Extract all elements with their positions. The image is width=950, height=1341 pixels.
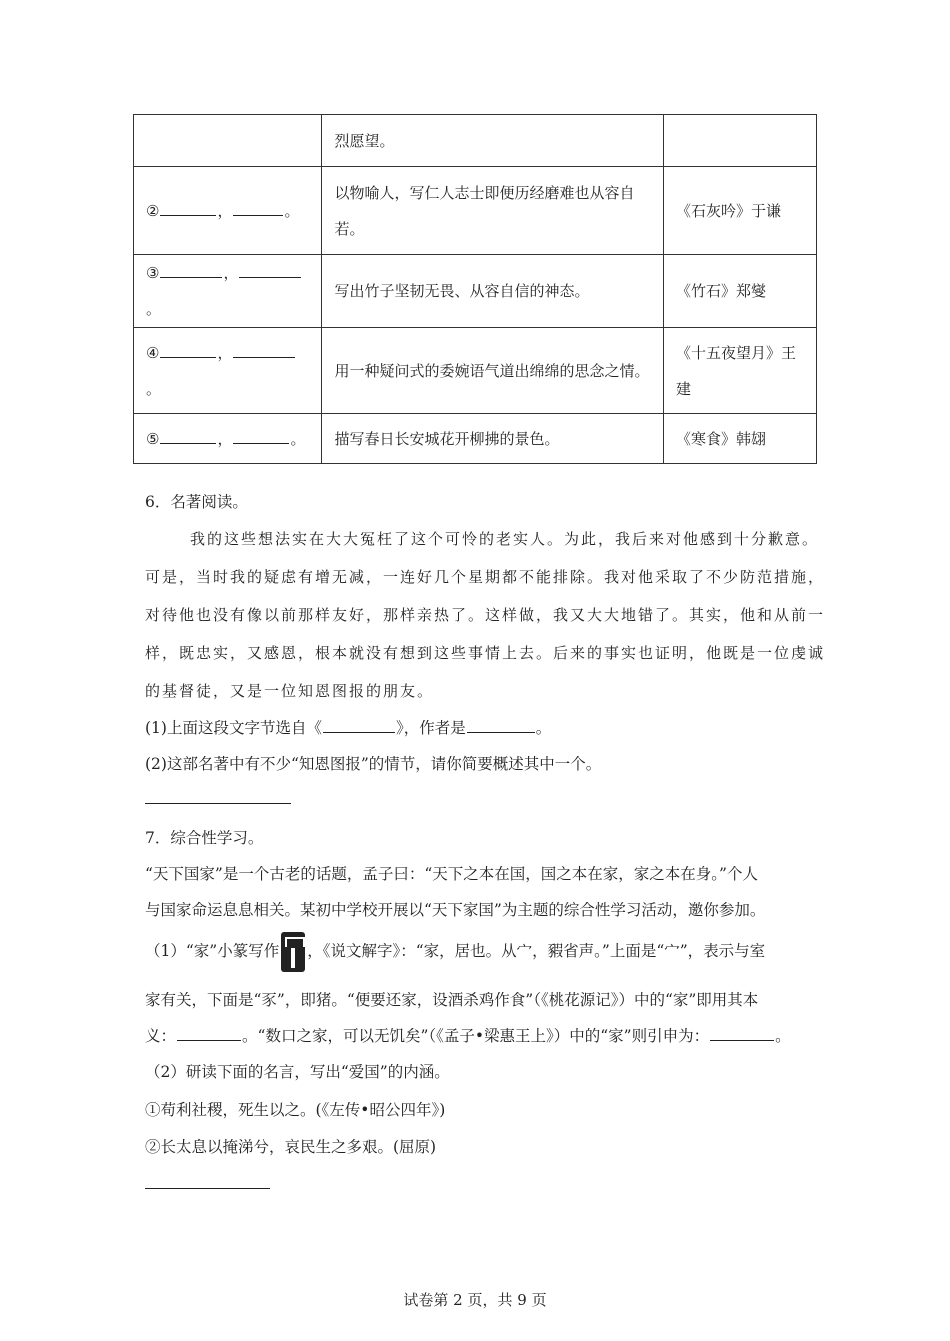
passage-line: 样，既忠实，又感恩，根本就没有想到这些事情上去。后来的事实也证明，他既是一位虔诚	[145, 644, 826, 662]
author-blank[interactable]	[467, 731, 535, 733]
passage-line: 对待他也没有像以前那样友好，那样亲热了。这样做，我又大大地错了。其实，他和从前一	[145, 606, 826, 624]
meaning-cell: 以物喻人，写仁人志士即便历经磨难也从容自若。	[322, 167, 664, 255]
answer-blank[interactable]	[160, 276, 222, 278]
table-row	[134, 255, 817, 328]
q6-sub1: (1)上面这段文字节选自《 》，作者是 。	[145, 719, 552, 737]
q7-title: 7．综合性学习。	[145, 829, 264, 847]
q7-part2: （2）研读下面的名言，写出“爱国”的内涵。	[145, 1063, 450, 1081]
fill-cell[interactable]: ③ ，。	[134, 255, 322, 328]
meaning-cell: 烈愿望。	[322, 115, 664, 167]
q6-title: 6．名著阅读。	[145, 493, 248, 511]
fill-cell[interactable]: ② ， 。	[134, 167, 322, 255]
q7-intro: “天下国家”是一个古老的话题，孟子曰：“天下之本在国，国之本在家，家之本在身。”个人	[145, 865, 758, 883]
q6-sub2: (2)这部名著中有不少“知恩图报”的情节，请你简要概述其中一个。	[145, 755, 602, 773]
meaning-cell: 描写春日长安城花开柳拂的景色。	[322, 414, 664, 464]
table-row	[134, 414, 817, 464]
table-row	[134, 167, 817, 255]
blank-cell	[134, 115, 322, 167]
meaning-cell: 写出竹子坚韧无畏、从容自信的神态。	[322, 255, 664, 328]
book-title-blank[interactable]	[323, 731, 395, 733]
answer-blank[interactable]	[160, 214, 216, 216]
source-cell: 《竹石》郑燮	[663, 255, 816, 328]
q7-answer-line[interactable]	[145, 1188, 270, 1189]
table-row	[134, 328, 817, 414]
source-cell: 《石灰吟》于谦	[663, 167, 816, 255]
answer-blank[interactable]	[160, 356, 216, 358]
meaning-cell: 用一种疑问式的委婉语气道出绵绵的思念之情。	[322, 328, 664, 414]
q6-answer-line[interactable]	[145, 803, 291, 804]
q7-part1: （1）“家”小篆写作 ，《说文解字》：“家，居也。从宀，豭省声。”上面是“宀”，表示与室	[145, 932, 765, 972]
quote-line: ①苟利社稷，死生以之。(《左传•昭公四年》)	[145, 1101, 446, 1119]
q7-part1-line: 家有关，下面是“豕”，即猪。“便要还家，设酒杀鸡作食”（《桃花源记》）中的“家”即用其本	[145, 991, 759, 1009]
table-row	[134, 115, 817, 167]
seal-script-jia-icon	[281, 932, 305, 972]
source-cell: 《十五夜望月》王建	[663, 328, 816, 414]
answer-blank[interactable]	[233, 214, 283, 216]
fill-cell[interactable]: ⑤ ， 。	[134, 414, 322, 464]
page-footer: 试卷第 2 页，共 9 页	[403, 1291, 547, 1309]
fill-cell[interactable]: ④ ，。	[134, 328, 322, 414]
poem-table	[133, 114, 817, 464]
passage-line: 可是，当时我的疑虑有增无减，一连好几个星期都不能排除。我对他采取了不少防范措施，	[145, 568, 826, 586]
q7-intro: 与国家命运息息相关。某初中学校开展以“天下家国”为主题的综合性学习活动，邀你参加。	[145, 901, 766, 919]
answer-blank[interactable]	[239, 276, 301, 278]
passage-line: 我的这些想法实在大大冤枉了这个可怜的老实人。为此，我后来对他感到十分歉意。	[190, 530, 820, 548]
q7-part1-line: 义： 。“数口之家，可以无饥矣”（《孟子•梁惠王上》）中的“家”则引申为： 。	[145, 1027, 791, 1045]
answer-blank[interactable]	[160, 442, 216, 444]
source-cell: 《寒食》韩翃	[663, 414, 816, 464]
meaning-blank[interactable]	[177, 1039, 241, 1041]
answer-blank[interactable]	[233, 442, 289, 444]
answer-blank[interactable]	[233, 356, 295, 358]
quote-line: ②长太息以掩涕兮，哀民生之多艰。(屈原)	[145, 1138, 437, 1156]
extended-meaning-blank[interactable]	[710, 1039, 774, 1041]
source-cell	[663, 115, 816, 167]
passage-line: 的基督徒，又是一位知恩图报的朋友。	[145, 682, 435, 700]
